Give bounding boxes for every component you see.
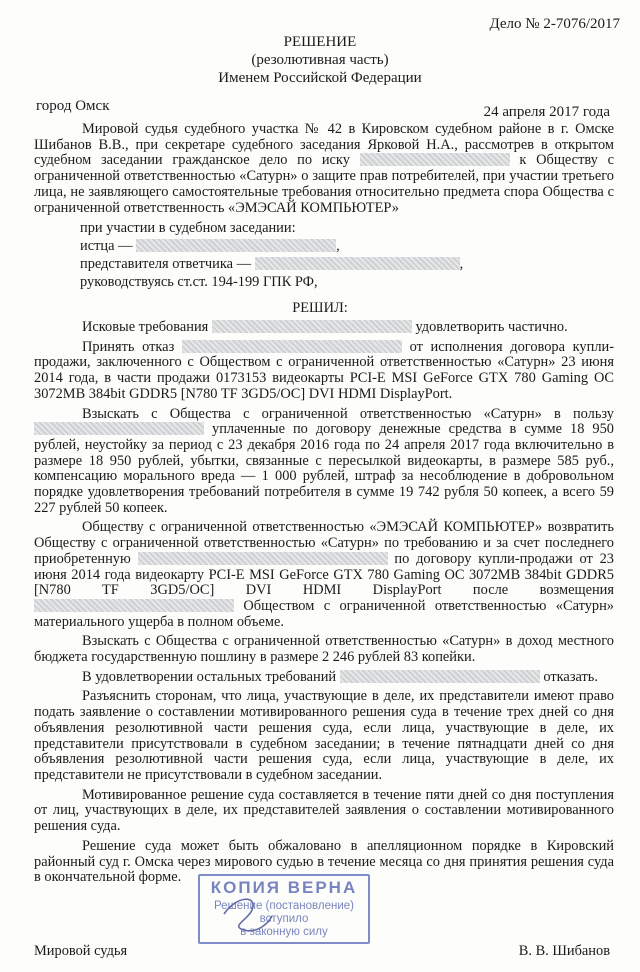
document-subtitle: (резолютивная часть) [251,52,389,68]
resolution-item [34,407,614,517]
resolution-text: Взыскать с Общества с ограниченной ответственностью «Сатурн» в пользу [82,405,614,422]
stamp-line: в законную силу [240,926,328,938]
stamp-line: Решение (постановление) [214,900,354,912]
copy-stamp [198,874,370,944]
document-title: РЕШЕНИЕ [283,34,357,50]
redacted-name [360,153,510,166]
redacted-name [34,599,234,612]
resolution-text: В удовлетворении остальных требований [82,668,337,685]
resolution-text: по договору купли-продажи от 23 июня 2014 года видеокарту PCI-E MSI GeForce GTX 780 Gaming OC 3072MB 384bit GDDR5 [N780 TF 3GD5/OC] DVI HDMI DisplayPort после возмещения [34,550,614,599]
redacted-name [34,422,204,435]
resolution-item: Взыскать с Общества с ограниченной ответственностью «Сатурн» в доход местного бюджета государственную пошлину в размере 2 246 рублей 83 копейки. [34,633,614,666]
redacted-name [340,670,540,683]
signature-scribble-icon [218,884,278,938]
resolution-text: Принять отказ [82,338,175,355]
in-name-of: Именем Российской Федерации [218,70,422,86]
resolution-item: Мотивированное решение суда составляется в течение пяти дней со дня поступления от лиц, участвующих в деле, их представителей заявления о составлении мотивированного решения суда. [34,786,614,835]
stamp-title: КОПИЯ ВЕРНА [210,878,358,897]
resolution-block [34,320,614,890]
resolution-text: Обществом с ограниченной ответственностью «Сатурн» материального ущерба в полном объеме. [34,597,615,630]
case-number: Дело № 2-7076/2017 [489,16,620,32]
resolution-item [34,670,614,686]
resolution-item: Разъяснить сторонам, что лица, участвующие в деле, их представители имеют право подать заявление о составлении мотивированного решения суда в течение трех дней со дня объявления резолютивной части решения суда, если лица, участвующие в деле, их представители присутствовали в судебном заседании; в течение пятнадцати дней со дня объявления резолютивной части решения суда, если лица, участвующие в деле, их представители не присутствовали в судебном заседании. [34,688,614,783]
intro-text-a: Мировой судья судебного участка № 42 в Кировском судебном районе в г. Омске Шибанов В.В., при секретаре судебного заседания Ярковой Н.А., рассмотрев в открытом судебном заседании гражданское дело по иску [34,121,614,169]
redacted-name [138,552,388,565]
intro-block [34,122,614,220]
resolution-text: удовлетворить частично. [415,319,568,335]
resolution-item [34,320,614,336]
participants-label: при участии в судебном заседании: [80,220,296,236]
intro-text-b: к Обществу с ограниченной ответственностью «Сатурн» о защите прав потребителей, при участии третьего лица, не заявляющего самостоятельные требования относительно предмета спора Общества с ограниченной ответственность «ЭМЭСАЙ КОМПЬЮТЕР» [34,152,614,216]
resolution-text: уплаченные по договору денежные средства в сумме 18 950 рублей, неустойку за период с 23 декабря 2016 года по 24 апреля 2017 года включительно в размере 18 950 рублей, убытки, связанные с пересылкой видеокарты, в размере 585 руб., компенсацию морального вреда — 1 000 рублей, штраф за несоблюдение в добровольном порядке удовлетворения требований потребителя в сумме 19 742 рубля 50 копеек, а всего 59 227 рублей 50 копеек. [34,421,614,516]
resolution-item [34,520,614,630]
stamp-line: вступило [259,913,309,925]
defendant-rep-label: представителя ответчика — [80,256,251,272]
resolution-text: Обществу с ограниченной ответственностью «ЭМЭСАЙ КОМПЬЮТЕР» возвратить Обществу с ограниченной ответственностью «Сатурн» по требованию и за счет последнего приобретенную [34,519,614,567]
decided-heading: РЕШИЛ: [292,300,348,316]
intro-paragraph [34,122,614,216]
redacted-name [182,340,402,353]
resolution-item [34,340,614,403]
plaintiff-label: истца — [80,238,133,254]
redacted-name [212,320,412,333]
date: 24 апреля 2017 года [483,104,610,120]
defendant-rep-line: представителя ответчика — , [80,256,464,272]
resolution-text: отказать. [543,668,598,685]
guided-by: руководствуясь ст.ст. 194-199 ГПК РФ, [80,274,318,290]
resolution-text: от исполнения договора купли-продажи, заключенного с Обществом с ограниченной ответственностью «Сатурн» 23 июня 2014 года, в части продажи 0173153 видеокарты PCI-E MSI GeForce GTX 780 Gaming OC 3072MB 384bit GDDR5 [N780 TF 3GD5/OC] DVI HDMI DisplayPort. [34,338,614,402]
plaintiff-line: истца — , [80,238,340,254]
redacted-name [255,257,460,270]
redacted-name [136,239,336,252]
signature-position: Мировой судья [34,943,128,959]
resolution-item: Решение суда может быть обжаловано в апелляционном порядке в Кировский районный суд г. Омска через мирового судью в течение месяца со дня принятия решения суда в окончательной форме. [34,837,614,886]
resolution-text: Исковые требования [82,319,209,335]
place: город Омск [36,98,110,114]
signature-name: В. В. Шибанов [518,943,610,959]
